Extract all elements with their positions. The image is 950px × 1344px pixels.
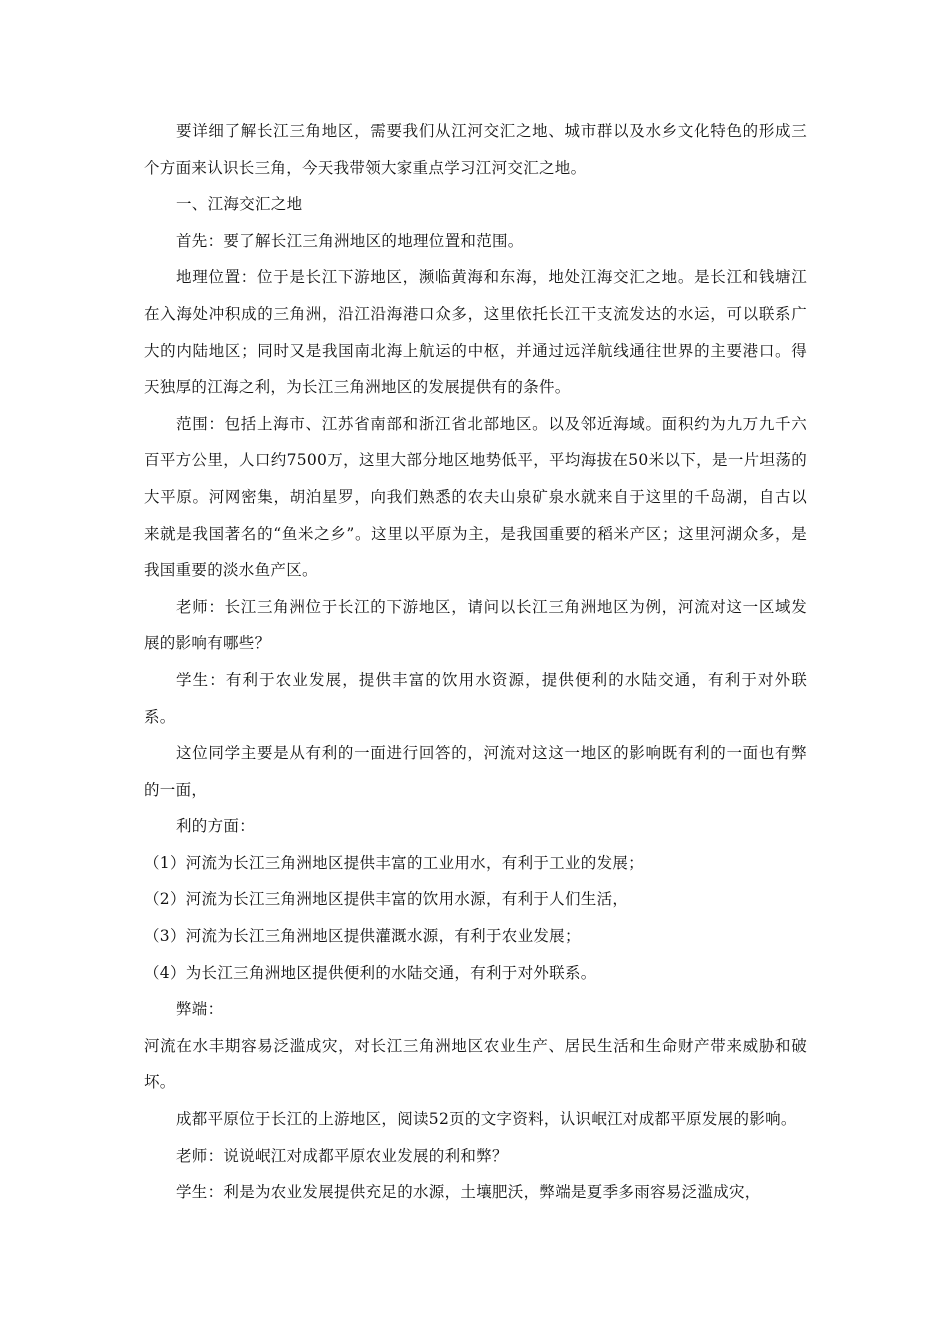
section-heading: 一、江海交汇之地 [176,195,303,214]
paragraph-location: 地理位置：位于是长江下游地区，濒临黄海和东海，地处江海交汇之地。是长江和钱塘江在入海处冲积成的三角洲，沿江沿海港口众多，这里依托长江干支流发达的水运，可以联系广大的内陆地区；同时又是我国南北海上航运的中枢，并通过远洋航线通往世界的主要港口。得天独厚的江海之利，为长江三角洲地区的发展提供有的条件。 [144,268,807,397]
paragraph-benefits-heading: 利的方面： [176,817,256,836]
paragraph-drawbacks: 河流在水丰期容易泛滥成灾，对长江三角洲地区农业生产、居民生活和生命财产带来威胁和破坏。 [144,1036,807,1092]
paragraph-chengdu: 成都平原位于长江的上游地区，阅读52页的文字资料，认识岷江对成都平原发展的影响。 [176,1110,797,1129]
list-item: （1）河流为长江三角洲地区提供丰富的工业用水，有利于工业的发展； [144,853,644,872]
paragraph-student-answer: 学生：有利于农业发展，提供丰富的饮用水资源，提供便利的水陆交通，有利于对外联系。 [144,670,807,726]
paragraph-first: 首先：要了解长江三角洲地区的地理位置和范围。 [176,231,524,250]
intro-paragraph: 要详细了解长江三角地区，需要我们从江河交汇之地、城市群以及水乡文化特色的形成三个方面来认识长三角，今天我带领大家重点学习江河交汇之地。 [144,122,807,177]
paragraph-scope: 范围：包括上海市、江苏省南部和浙江省北部地区。以及邻近海域。面积约为九万九千六百平方公里，人口约7500万，这里大部分地区地势低平，平均海拔在50米以下，是一片坦荡的大平原。河网密集，胡泊星罗，向我们熟悉的农夫山泉矿泉水就来自于这里的千岛湖，自古以来就是我国著名的“鱼米之乡”。这里以平原为主，是我国重要的稻米产区；这里河湖众多，是我国重要的淡水鱼产区。 [144,414,807,580]
document-body [144,113,807,1211]
paragraph-drawbacks-heading: 弊端： [176,1000,224,1019]
list-item: （4）为长江三角洲地区提供便利的水陆交通，有利于对外联系。 [144,963,597,982]
paragraph-commentary: 这位同学主要是从有利的一面进行回答的，河流对这这一地区的影响既有利的一面也有弊的一面， [144,744,807,799]
list-item: （3）河流为长江三角洲地区提供灌溉水源，有利于农业发展； [144,927,581,946]
paragraph-teacher-question-2: 老师：说说岷江对成都平原农业发展的利和弊？ [176,1146,508,1165]
paragraph-teacher-question: 老师：长江三角洲位于长江的下游地区，请问以长江三角洲地区为例，河流对这一区域发展的影响有哪些？ [144,597,807,653]
paragraph-student-answer-2: 学生：利是为农业发展提供充足的水源，土壤肥沃，弊端是夏季多雨容易泛滥成灾， [176,1183,761,1202]
list-item: （2）河流为长江三角洲地区提供丰富的饮用水源，有利于人们生活， [144,890,629,909]
